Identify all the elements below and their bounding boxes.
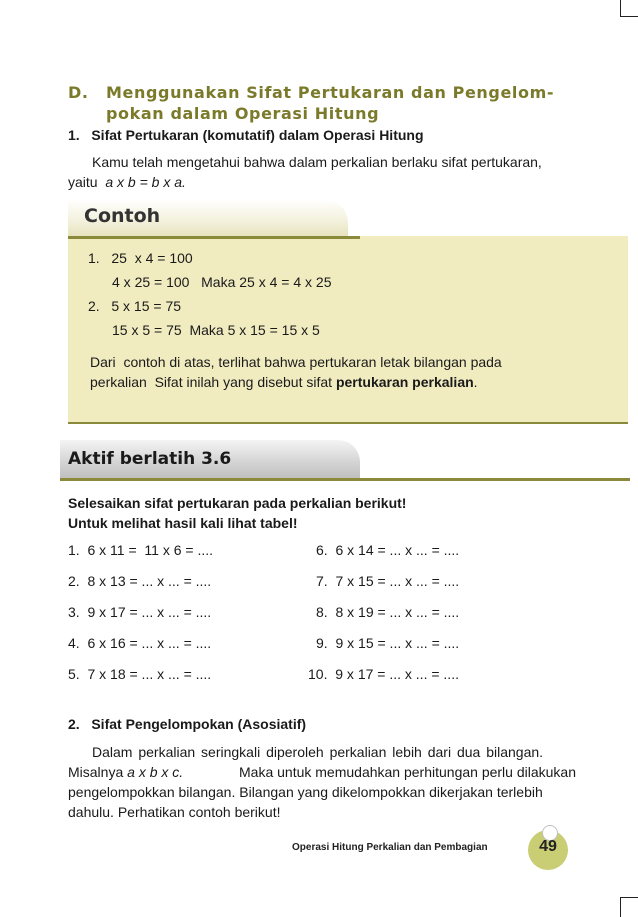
contoh-conclusion-prefix: perkalian Sifat inilah yang disebut sifat <box>90 374 333 390</box>
contoh-item-2-num: 2. <box>88 298 100 314</box>
sub2-line4: dahulu. Perhatikan contoh berikut! <box>68 804 281 820</box>
section-title-line1: Menggunakan Sifat Pertukaran dan Pengelom- <box>106 83 555 102</box>
contoh-conclusion-bold: pertukaran perkalian <box>335 374 474 390</box>
contoh-item-1-text1: 25 x 4 = 100 <box>111 250 193 266</box>
contoh-conclusion-line2 <box>90 372 590 392</box>
exercise-6-text: 6 x 14 = ... x ... = .... <box>335 542 460 558</box>
aktif-instruction-1: Selesaikan sifat pertukaran pada perkalian berikut! <box>68 495 407 511</box>
exercise-1-text: 6 x 11 = 11 x 6 = .... <box>87 542 214 558</box>
exercise-7-num: 7. <box>316 573 328 589</box>
exercise-10-num: 10. <box>308 666 328 682</box>
contoh-item-2-line2: 15 x 5 = 75 Maka 5 x 15 = 15 x 5 <box>112 322 320 338</box>
exercise-5-text: 7 x 18 = ... x ... = .... <box>87 666 212 682</box>
exercise-8-num: 8. <box>316 604 328 620</box>
sub1-para-line2-prefix: yaitu <box>68 174 98 190</box>
running-title: Operasi Hitung Perkalian dan Pembagian <box>292 842 488 853</box>
exercise-9 <box>316 635 459 651</box>
exercise-5 <box>68 666 211 682</box>
contoh-item-1-num: 1. <box>88 250 100 266</box>
sub2-paragraph <box>68 742 576 822</box>
sub2-line2-suffix: Maka untuk memudahkan perhitungan perlu dilakukan <box>239 764 576 780</box>
sub1-heading: 1. Sifat Pertukaran (komutatif) dalam Operasi Hitung <box>68 127 424 143</box>
sub2-line2-left <box>68 762 183 782</box>
section-title <box>68 82 588 124</box>
exercise-10 <box>308 666 459 682</box>
sub2-line1: Dalam perkalian seringkali diperoleh perkalian lebih dari dua bilangan. <box>92 744 544 760</box>
aktif-instruction-2: Untuk melihat hasil kali lihat tabel! <box>68 515 298 531</box>
exercise-9-text: 9 x 15 = ... x ... = .... <box>335 635 460 651</box>
exercise-2-num: 2. <box>68 573 80 589</box>
sub2-heading: 2. Sifat Pengelompokan (Asosiatif) <box>68 716 307 732</box>
sub2-line2-formula: a x b x c. <box>127 764 184 780</box>
exercise-10-text: 9 x 17 = ... x ... = .... <box>335 666 459 682</box>
exercise-3-text: 9 x 17 = ... x ... = .... <box>87 604 212 620</box>
contoh-item-2 <box>88 296 320 340</box>
exercise-1-num: 1. <box>68 542 80 558</box>
exercise-4 <box>68 635 211 651</box>
section-label: D. <box>68 83 89 102</box>
exercise-4-num: 4. <box>68 635 80 651</box>
exercise-2 <box>68 573 211 589</box>
exercise-4-text: 6 x 16 = ... x ... = .... <box>87 635 212 651</box>
aktif-instructions <box>68 493 406 533</box>
sub2-line3: pengelompokkan bilangan. Bilangan yang dikelompokkan dikerjakan terlebih <box>68 784 543 800</box>
contoh-item-1-line1 <box>88 248 331 268</box>
section-title-line2: pokan dalam Operasi Hitung <box>106 104 380 123</box>
exercise-3-num: 3. <box>68 604 80 620</box>
sub1-formula: a x b = b x a. <box>105 174 186 190</box>
exercise-8 <box>316 604 459 620</box>
contoh-conclusion <box>90 352 590 392</box>
sub1-paragraph <box>68 152 576 192</box>
sub2-line2-prefix: Misalnya <box>68 764 124 780</box>
sub2-line2 <box>68 762 576 782</box>
crop-mark-bottom-vertical <box>620 897 621 917</box>
contoh-item-2-line1 <box>88 296 320 316</box>
sub1-para-line2 <box>68 172 576 192</box>
exercise-6 <box>316 542 459 558</box>
aktif-title: Aktif berlatih 3.6 <box>68 449 232 469</box>
exercise-5-num: 5. <box>68 666 80 682</box>
exercise-7 <box>316 573 459 589</box>
exercise-7-text: 7 x 15 = ... x ... = .... <box>335 573 460 589</box>
exercise-6-num: 6. <box>316 542 328 558</box>
aktif-header-underline <box>60 478 630 481</box>
exercise-9-num: 9. <box>316 635 328 651</box>
contoh-item-1 <box>88 248 331 292</box>
contoh-conclusion-line1: Dari contoh di atas, terlihat bahwa pertukaran letak bilangan pada <box>90 354 502 370</box>
crop-mark-top-horizontal <box>620 16 638 17</box>
contoh-conclusion-end: . <box>473 374 478 390</box>
contoh-tab-underline <box>68 236 360 239</box>
contoh-item-1-line2: 4 x 25 = 100 Maka 25 x 4 = 4 x 25 <box>112 274 332 290</box>
exercise-3 <box>68 604 211 620</box>
sub1-para-line1: Kamu telah mengetahui bahwa dalam perkalian berlaku sifat pertukaran, <box>92 154 542 170</box>
exercise-8-text: 8 x 19 = ... x ... = .... <box>335 604 460 620</box>
exercise-2-text: 8 x 13 = ... x ... = .... <box>87 573 212 589</box>
crop-mark-bottom-horizontal <box>620 897 638 898</box>
exercise-1 <box>68 542 213 558</box>
contoh-title: Contoh <box>84 205 161 227</box>
contoh-item-2-text1: 5 x 15 = 75 <box>111 298 182 314</box>
crop-mark-top-vertical <box>620 0 621 16</box>
page-number: 49 <box>539 838 557 855</box>
